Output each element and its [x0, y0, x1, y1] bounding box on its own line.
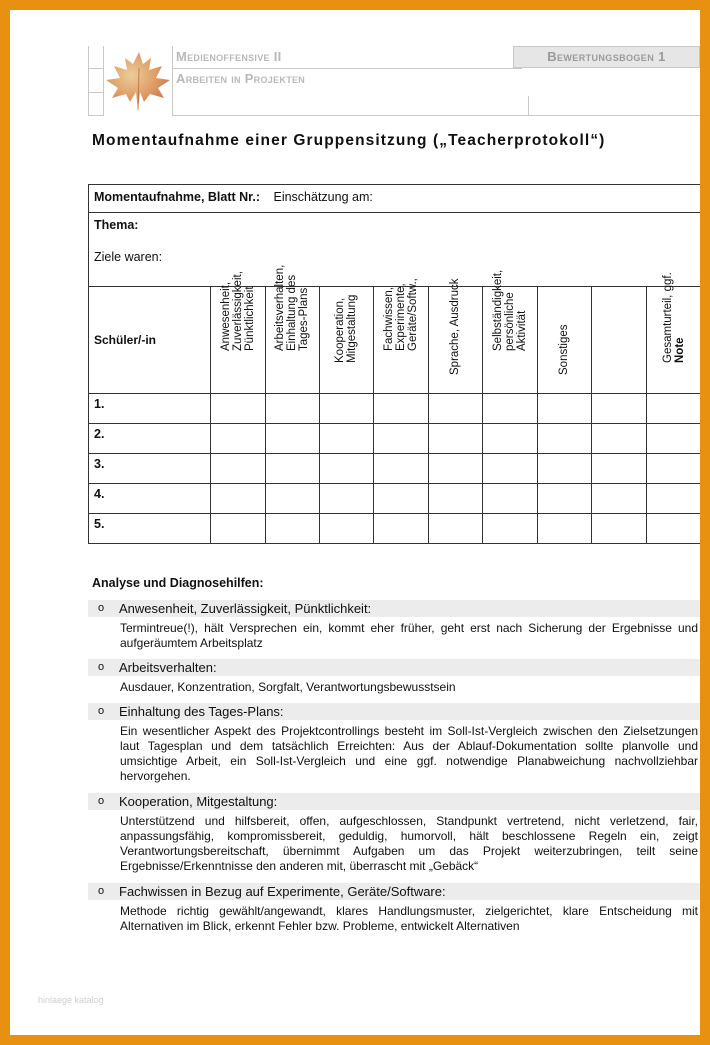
column-header-overall [646, 271, 700, 393]
rating-cell[interactable] [319, 453, 373, 483]
bullet-icon: o [98, 885, 105, 897]
rating-cell[interactable] [537, 393, 591, 423]
rating-cell[interactable] [591, 513, 646, 543]
section-heading [88, 883, 700, 900]
table-row [89, 453, 700, 483]
rating-cell[interactable] [646, 483, 700, 513]
rating-cell[interactable] [210, 423, 265, 453]
rating-cell[interactable] [482, 423, 537, 453]
rating-table [89, 264, 700, 543]
column-header: Sonstiges [537, 287, 591, 393]
section-title: Fachwissen in Bezug auf Experimente, Geräte/Software: [119, 884, 446, 899]
section-title: Arbeitsverhalten: [119, 660, 217, 675]
rating-cell[interactable] [646, 513, 700, 543]
header-bottom-line [172, 96, 700, 116]
section-title: Kooperation, Mitgestaltung: [119, 794, 278, 809]
section-heading [88, 659, 700, 676]
rating-cell[interactable] [482, 453, 537, 483]
column-header: Fachwissen, Experimente, Geräte/Softw., [373, 287, 428, 393]
section-text: Methode richtig gewählt/angewandt, klares Handlungsmuster, zielgerichtet, klare Entscheidung mit Alternativen im Blick, erkennt Fehler bzw. Probleme, entwickelt Alternativen [120, 904, 698, 933]
rating-cell[interactable] [373, 423, 428, 453]
header-title-1: Medienoffensive II [176, 49, 282, 64]
grade-label: Note [673, 336, 686, 363]
topic-label: Thema: [94, 218, 139, 232]
rating-cell[interactable] [210, 453, 265, 483]
table-row [89, 423, 700, 453]
rating-cell[interactable] [428, 483, 482, 513]
row-number: 3. [89, 453, 210, 483]
header-title-2: Arbeiten in Projekten [176, 71, 306, 86]
rating-cell[interactable] [428, 423, 482, 453]
rating-cell[interactable] [537, 483, 591, 513]
rating-cell[interactable] [428, 393, 482, 423]
table-row [89, 393, 700, 423]
rating-cell[interactable] [265, 453, 319, 483]
rating-cell[interactable] [646, 393, 700, 423]
bullet-icon: o [98, 602, 105, 614]
rating-cell[interactable] [646, 423, 700, 453]
rating-cell[interactable] [319, 513, 373, 543]
rating-cell[interactable] [537, 453, 591, 483]
analysis-section [88, 703, 700, 784]
rating-cell[interactable] [210, 393, 265, 423]
rating-cell[interactable] [537, 513, 591, 543]
sheet-badge: Bewertungsbogen 1 [513, 46, 700, 68]
rating-cell[interactable] [482, 513, 537, 543]
goals-label: Ziele waren: [94, 250, 163, 264]
rating-cell[interactable] [591, 483, 646, 513]
row-number: 1. [89, 393, 210, 423]
rating-cell[interactable] [210, 513, 265, 543]
column-header: Selbständigkeit, persönliche Aktivität [482, 287, 537, 393]
rating-cell[interactable] [537, 423, 591, 453]
analysis-section [88, 883, 700, 934]
section-text: Unterstützend und hilfsbereit, offen, aufgeschlossen, Standpunkt vertretend, nicht verletzend, fair, anpassungsfähig, kompromissbereit, geduldig, humorvoll, hält beschlossene Regeln ein, zeigt Verantwortungsbereitschaft, übernimmt Aufgaben um das Projekt weiterzubringen, teilt seine Ergebnisse/Erkenntnisse den anderen mit, überrascht mit „Gebäck“ [120, 814, 698, 873]
section-heading [88, 600, 700, 617]
overall-label: Gesamturteil, ggf. [661, 271, 674, 363]
rating-cell[interactable] [482, 483, 537, 513]
analysis-section [88, 600, 700, 651]
document-page [10, 10, 700, 1035]
assessment-date-label: Einschätzung am: [273, 190, 373, 204]
rating-cell[interactable] [319, 423, 373, 453]
rating-cell[interactable] [646, 453, 700, 483]
evaluation-form [88, 184, 700, 544]
rating-cell[interactable] [591, 393, 646, 423]
table-row [89, 483, 700, 513]
section-heading [88, 793, 700, 810]
page-header [88, 46, 700, 116]
analysis-title: Analyse und Diagnosehilfen: [92, 576, 264, 590]
rating-cell[interactable] [265, 423, 319, 453]
header-grid [88, 46, 104, 116]
rating-cell[interactable] [591, 453, 646, 483]
table-header-row [89, 287, 700, 393]
rating-cell[interactable] [373, 393, 428, 423]
rating-cell[interactable] [210, 483, 265, 513]
student-column-header: Schüler/-in [89, 287, 210, 393]
sheet-number-label: Momentaufnahme, Blatt Nr.: [94, 190, 260, 204]
row-number: 5. [89, 513, 210, 543]
rating-cell[interactable] [265, 483, 319, 513]
watermark: hinlaege katalog [38, 995, 104, 1005]
bullet-icon: o [98, 705, 105, 717]
analysis-section [88, 659, 700, 695]
rating-cell[interactable] [482, 393, 537, 423]
rating-cell[interactable] [265, 513, 319, 543]
rating-cell[interactable] [319, 393, 373, 423]
column-header: Sprache, Ausdruck [428, 287, 482, 393]
rating-cell[interactable] [428, 513, 482, 543]
rating-cell[interactable] [373, 453, 428, 483]
section-text: Termintreue(!), hält Versprechen ein, kommt eher früher, geht erst nach Sicherung der Ergebnisse und aufgeräumtem Arbeitsplatz [120, 621, 698, 650]
rating-cell[interactable] [265, 393, 319, 423]
section-title: Anwesenheit, Zuverlässigkeit, Pünktlichkeit: [119, 601, 372, 616]
section-text: Ausdauer, Konzentration, Sorgfalt, Verantwortungsbewusstsein [120, 680, 456, 694]
column-header: Arbeitsverhalten, Einhaltung des Tages-Plans [265, 287, 319, 393]
bullet-icon: o [98, 661, 105, 673]
rating-cell[interactable] [373, 513, 428, 543]
column-header [591, 287, 646, 393]
maple-leaf-icon [104, 48, 174, 114]
row-number: 2. [89, 423, 210, 453]
rating-cell[interactable] [428, 453, 482, 483]
rating-cell[interactable] [591, 423, 646, 453]
section-text: Ein wesentlicher Aspekt des Projektcontrollings besteht im Soll-Ist-Vergleich zwischen den Zielsetzungen laut Tagesplan und dem tatsächlich Erreichten: Aus der Ablauf-Dokumentation sollte planvolle und umsichtige Arbeit, ein Soll-Ist-Vergleich und eine ggf. notwendige Planabweichung nachvollziehbar hervorgehen. [120, 724, 698, 783]
rating-cell[interactable] [319, 483, 373, 513]
column-header: Kooperation, Mitgestaltung [319, 287, 373, 393]
row-number: 4. [89, 483, 210, 513]
bullet-icon: o [98, 795, 105, 807]
rating-cell[interactable] [373, 483, 428, 513]
table-row [89, 513, 700, 543]
analysis-section [88, 793, 700, 874]
section-title: Einhaltung des Tages-Plans: [119, 704, 284, 719]
form-row-sheet [89, 185, 700, 213]
column-header: Anwesenheit, Zuverlässigkeit, Pünktlichkeit [210, 287, 265, 393]
document-title: Momentaufnahme einer Gruppensitzung („Teacherprotokoll“) [92, 132, 606, 149]
section-heading [88, 703, 700, 720]
